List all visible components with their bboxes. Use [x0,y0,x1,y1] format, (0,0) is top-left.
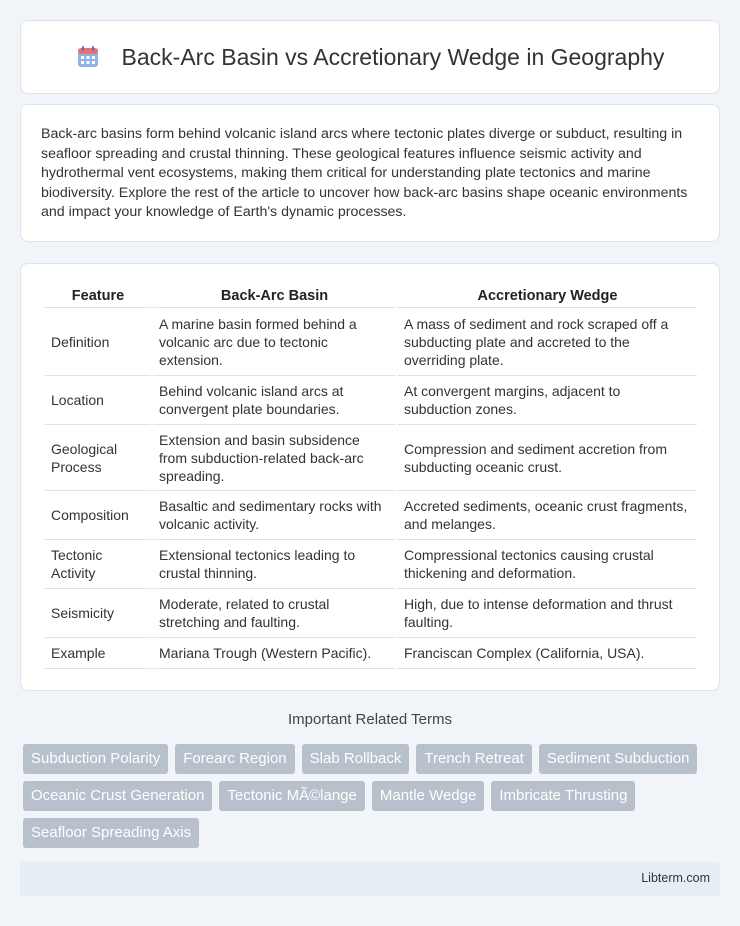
table-row [45,425,697,491]
feature-cell: Example [45,638,151,669]
comparison-table [43,286,699,669]
table-row [45,540,697,589]
related-term-tag[interactable]: Oceanic Crust Generation [23,781,212,811]
wedge-cell: Franciscan Complex (California, USA). [398,638,697,669]
footer [20,862,720,896]
related-term-tag[interactable]: Seafloor Spreading Axis [23,818,199,848]
site-link[interactable]: Libterm.com [641,871,710,885]
back-arc-cell: Extension and basin subsidence from subduction-related back-arc spreading. [153,425,396,491]
back-arc-cell: A marine basin formed behind a volcanic arc due to tectonic extension. [153,308,396,376]
related-term-tag[interactable]: Tectonic MÃ©lange [219,781,364,811]
header-back-arc-basin: Back-Arc Basin [153,286,396,308]
related-term-tag[interactable]: Sediment Subduction [539,744,698,774]
back-arc-cell: Behind volcanic island arcs at convergent plate boundaries. [153,376,396,425]
related-term-tag[interactable]: Slab Rollback [302,744,410,774]
table-row [45,376,697,425]
back-arc-cell: Moderate, related to crustal stretching and faulting. [153,589,396,638]
wedge-cell: High, due to intense deformation and thrust faulting. [398,589,697,638]
page-title: Back-Arc Basin vs Accretionary Wedge in Geography [121,43,665,70]
calendar-icon [76,45,100,69]
back-arc-cell: Extensional tectonics leading to crustal thinning. [153,540,396,589]
related-terms-list [23,744,723,855]
back-arc-cell: Mariana Trough (Western Pacific). [153,638,396,669]
intro-card [20,104,720,242]
related-term-tag[interactable]: Mantle Wedge [372,781,484,811]
intro-text: Back-arc basins form behind volcanic island arcs where tectonic plates diverge or subduct, resulting in seafloor spreading and crustal thinning. These geological features influence seismic activity and hydrothermal vent ecosystems, making them critical for understanding plate tectonics and marine biodiversity. Explore the rest of the article to uncover how back-arc basins shape oceanic environments and impact your knowledge of Earth's dynamic processes. [41,126,688,221]
feature-cell: Location [45,376,151,425]
table-row [45,308,697,376]
header-feature: Feature [45,286,151,308]
related-term-tag[interactable]: Subduction Polarity [23,744,168,774]
back-arc-cell: Basaltic and sedimentary rocks with volcanic activity. [153,491,396,540]
feature-cell: Tectonic Activity [45,540,151,589]
feature-cell: Seismicity [45,589,151,638]
related-terms-title: Important Related Terms [288,711,452,728]
wedge-cell: At convergent margins, adjacent to subduction zones. [398,376,697,425]
related-term-tag[interactable]: Imbricate Thrusting [491,781,635,811]
related-term-tag[interactable]: Trench Retreat [416,744,532,774]
comparison-table-card [20,263,720,691]
feature-cell: Geological Process [45,425,151,491]
wedge-cell: Accreted sediments, oceanic crust fragments, and melanges. [398,491,697,540]
header-accretionary-wedge: Accretionary Wedge [398,286,697,308]
wedge-cell: Compression and sediment accretion from subducting oceanic crust. [398,425,697,491]
table-row [45,589,697,638]
related-term-tag[interactable]: Forearc Region [175,744,294,774]
feature-cell: Composition [45,491,151,540]
table-row [45,638,697,669]
wedge-cell: Compressional tectonics causing crustal thickening and deformation. [398,540,697,589]
table-header-row [45,286,697,308]
table-row [45,491,697,540]
header-card [20,20,720,94]
feature-cell: Definition [45,308,151,376]
wedge-cell: A mass of sediment and rock scraped off a subducting plate and accreted to the overriding plate. [398,308,697,376]
